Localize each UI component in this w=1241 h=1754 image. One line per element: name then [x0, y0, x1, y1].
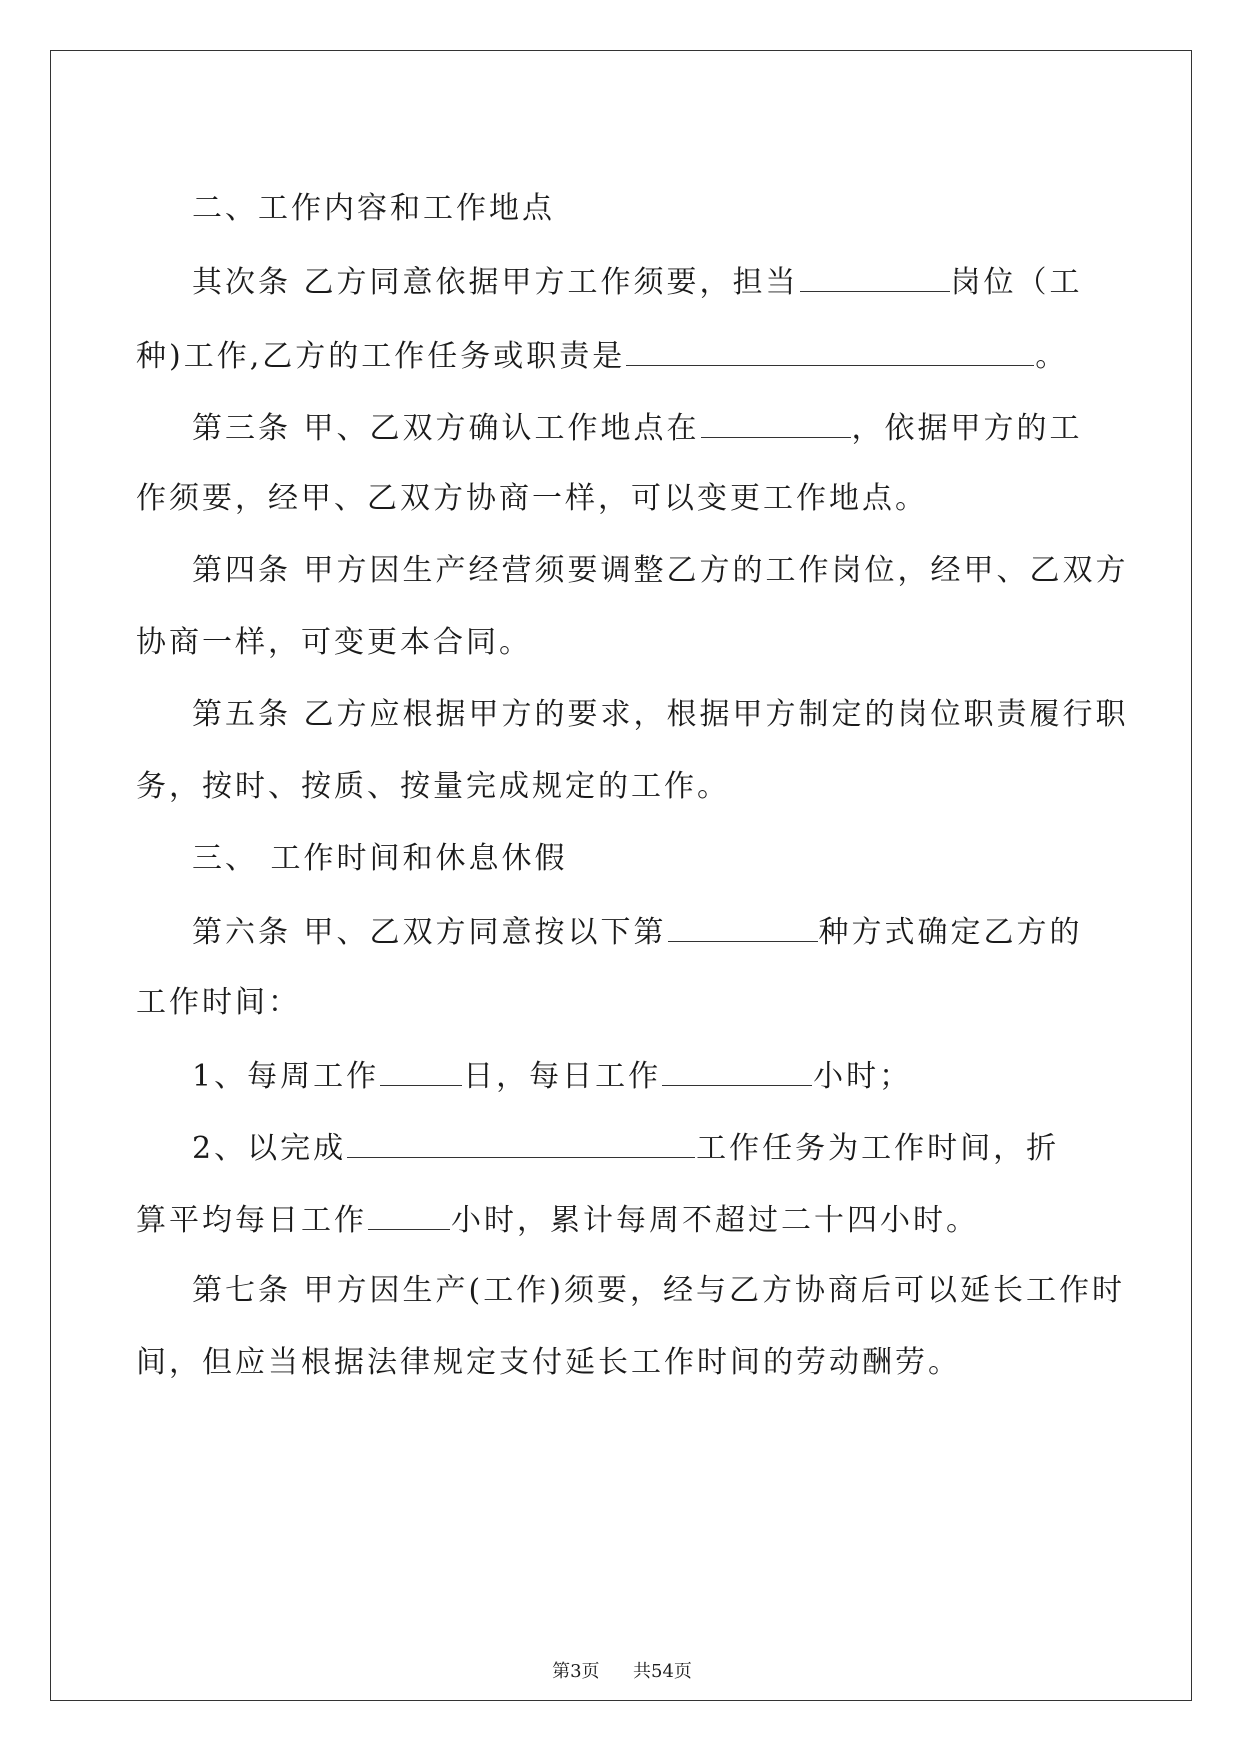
text: 第五条 乙方应根据甲方的要求，根据甲方制定的岗位职责履行职 [192, 697, 1129, 732]
text: 1、每周工作 [192, 1059, 380, 1094]
text: 。 [1035, 339, 1069, 374]
text: 算平均每日工作 [136, 1203, 367, 1238]
article-6-line-1 [192, 911, 1083, 953]
text: 种)工作,乙方的工作任务或职责是 [136, 339, 626, 374]
page-number: 第3页 [552, 1661, 600, 1682]
fill-blank [662, 1055, 812, 1086]
article-5-line-2 [136, 767, 730, 807]
text: 工作任务为工作时间，折 [696, 1131, 1060, 1166]
option-2-line-2 [136, 1199, 979, 1241]
text: 2、以完成 [192, 1131, 347, 1166]
option-2-line-1 [192, 1127, 1059, 1169]
text: 协商一样，可变更本合同。 [136, 625, 532, 660]
fill-blank [368, 1199, 450, 1230]
text: 日，每日工作 [463, 1059, 662, 1094]
section-heading-2 [192, 189, 555, 229]
text: 第六条 甲、乙双方同意按以下第 [192, 915, 667, 950]
text: 作须要，经甲、乙双方协商一样，可以变更工作地点。 [136, 481, 928, 516]
fill-blank [347, 1127, 695, 1158]
article-5-line-1 [192, 695, 1129, 735]
article-4-line-1 [192, 551, 1129, 591]
text: 种方式确定乙方的 [818, 915, 1083, 950]
article-2-line-1 [192, 261, 1083, 303]
article-3-line-1 [192, 407, 1083, 449]
text: 第四条 甲方因生产经营须要调整乙方的工作岗位，经甲、乙双方 [192, 553, 1129, 588]
text: 第三条 甲、乙双方确认工作地点在 [192, 411, 700, 446]
article-7-line-2 [136, 1343, 961, 1383]
article-3-line-2 [136, 479, 928, 519]
article-4-line-2 [136, 623, 532, 663]
page-footer [51, 1657, 1193, 1683]
section-heading-3 [192, 839, 568, 879]
option-1 [192, 1055, 912, 1097]
article-2-line-2 [136, 335, 1068, 377]
text: 小时，累计每周不超过二十四小时。 [451, 1203, 979, 1238]
text: 务，按时、按质、按量完成规定的工作。 [136, 769, 730, 804]
fill-blank [701, 407, 851, 438]
article-6-line-2 [136, 983, 301, 1023]
text: 小时； [813, 1059, 913, 1094]
text: 二、工作内容和工作地点 [192, 191, 555, 226]
article-7-line-1 [192, 1271, 1125, 1311]
fill-blank [800, 261, 950, 292]
text: 其次条 乙方同意依据甲方工作须要，担当 [192, 265, 799, 300]
fill-blank [668, 911, 818, 942]
text: ，依据甲方的工 [851, 411, 1083, 446]
total-pages: 共54页 [633, 1661, 692, 1682]
text: 工作时间： [136, 985, 301, 1020]
text: 三、 工作时间和休息休假 [192, 841, 568, 876]
text: 岗位（工 [950, 265, 1083, 300]
text: 第七条 甲方因生产(工作)须要，经与乙方协商后可以延长工作时 [192, 1273, 1125, 1308]
fill-blank [626, 335, 1034, 366]
fill-blank [380, 1055, 462, 1086]
page-frame [50, 50, 1192, 1701]
text: 间，但应当根据法律规定支付延长工作时间的劳动酬劳。 [136, 1345, 961, 1380]
